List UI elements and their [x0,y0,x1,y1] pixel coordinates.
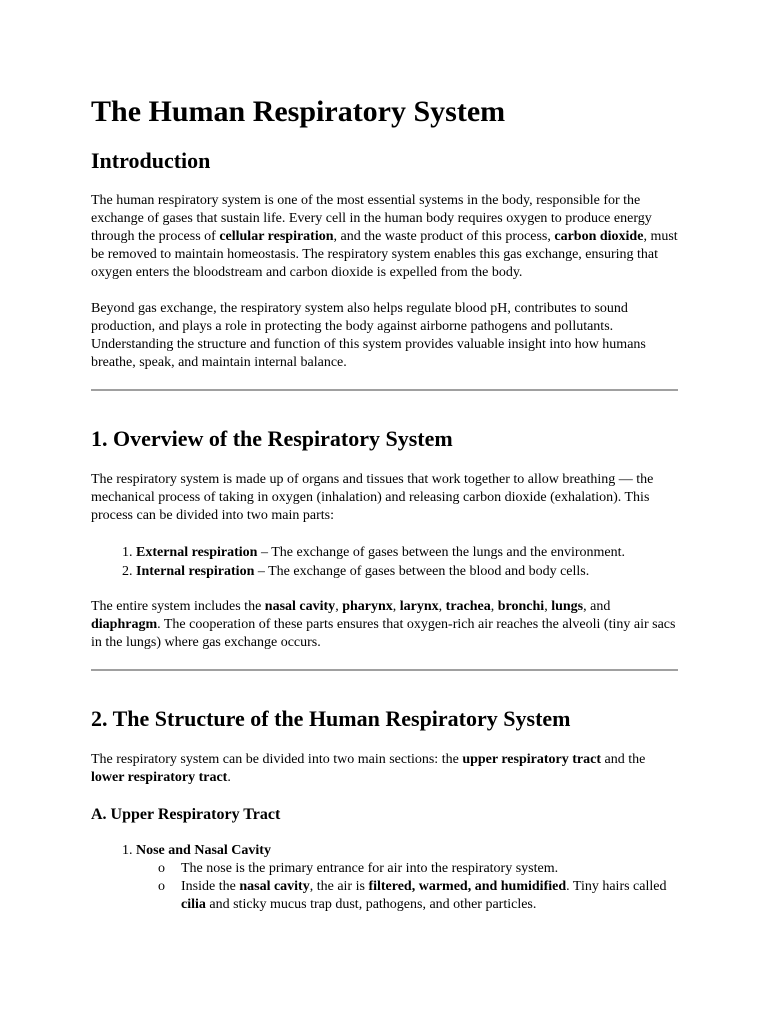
intro-paragraph-1 [91,192,678,282]
list-item [136,562,678,581]
text-run: , [335,599,343,614]
section-divider [91,669,678,671]
text-run: , [438,599,446,614]
bold-term: filtered, warmed, and humidified [368,879,567,894]
text-run: The respiratory system can be divided into two main sections: the [91,752,463,767]
text-run: , [544,599,552,614]
text-run: , the air is [309,879,369,894]
text-run: Inside the [181,879,240,894]
bold-term: lungs [551,599,584,614]
circle-bullet-icon: o [158,879,165,894]
introduction-heading: Introduction [91,148,211,173]
intro-paragraph-2: Beyond gas exchange, the respiratory system also helps regulate blood pH, contributes to sound production, and plays a role in protecting the body against airborne pathogens and pollutants. Understanding the structure and function of this system provides valuable insight into how humans breathe, speak, and maintain internal balance. [91,301,646,370]
text-run: – The exchange of gases between the lungs and the environment. [257,545,625,560]
text-run: , [490,599,498,614]
nose-sub-list [136,860,678,914]
bold-term: diaphragm [91,617,158,632]
bold-term: nasal cavity [264,599,336,614]
bold-term: bronchi [497,599,545,614]
text-run: , and the waste product of this process, [333,229,555,244]
text-run: . The cooperation of these parts ensures that oxygen-rich air reaches the alveoli (tiny air sacs in the lungs) where gas exchange occurs. [91,617,676,650]
text-run: and the [601,752,646,767]
sub-list-item [158,878,678,914]
respiration-parts-list [91,543,678,581]
upper-tract-heading: A. Upper Respiratory Tract [91,806,281,823]
bold-term: lower respiratory tract [91,770,228,785]
bold-term: upper respiratory tract [462,752,601,767]
text-run: , and [583,599,611,614]
sub-list-item [158,860,678,878]
text-run: , [392,599,400,614]
text-run: . Tiny hairs called [566,879,667,894]
section-divider [91,389,678,391]
bold-term: External respiration [136,545,258,560]
circle-bullet-icon: o [158,861,165,876]
upper-tract-list [91,842,678,914]
list-item [136,543,678,562]
bold-term: nasal cavity [239,879,310,894]
text-run: . [227,770,231,785]
overview-paragraph-1: The respiratory system is made up of organs and tissues that work together to allow breathing — the mechanical process of taking in oxygen (inhalation) and releasing carbon dioxide (exhalation). This process can be divided into two main parts: [91,472,654,523]
bold-term: cellular respiration [219,229,334,244]
bold-term: trachea [445,599,491,614]
bold-term: Internal respiration [136,564,255,579]
structure-heading: 2. The Structure of the Human Respiratory System [91,706,571,731]
bold-term: cilia [181,897,206,912]
text-run: , must be removed to maintain homeostasis. The respiratory system enables this gas exchange, ensuring that oxygen enters the bloodstream and carbon dioxide is expelled from the body. [91,229,678,280]
text-run: The human respiratory system is one of the most essential systems in the body, responsible for the exchange of gases that sustain life. Every cell in the human body requires oxygen to produce energy through the process of [91,193,652,244]
text-run: – The exchange of gases between the blood and body cells. [254,564,590,579]
document-content [91,94,678,914]
overview-paragraph-2 [91,598,678,652]
overview-heading: 1. Overview of the Respiratory System [91,426,453,451]
bold-term: carbon dioxide [554,229,644,244]
text-run: and sticky mucus trap dust, pathogens, and other particles. [205,897,537,912]
bold-term: pharynx [342,599,393,614]
text-run: The entire system includes the [91,599,265,614]
document-title: The Human Respiratory System [91,95,506,128]
bold-term: larynx [399,599,439,614]
nose-item-title: Nose and Nasal Cavity [136,843,271,858]
list-item [136,842,678,914]
text-run: The nose is the primary entrance for air into the respiratory system. [181,861,559,876]
structure-paragraph-1 [91,751,678,787]
